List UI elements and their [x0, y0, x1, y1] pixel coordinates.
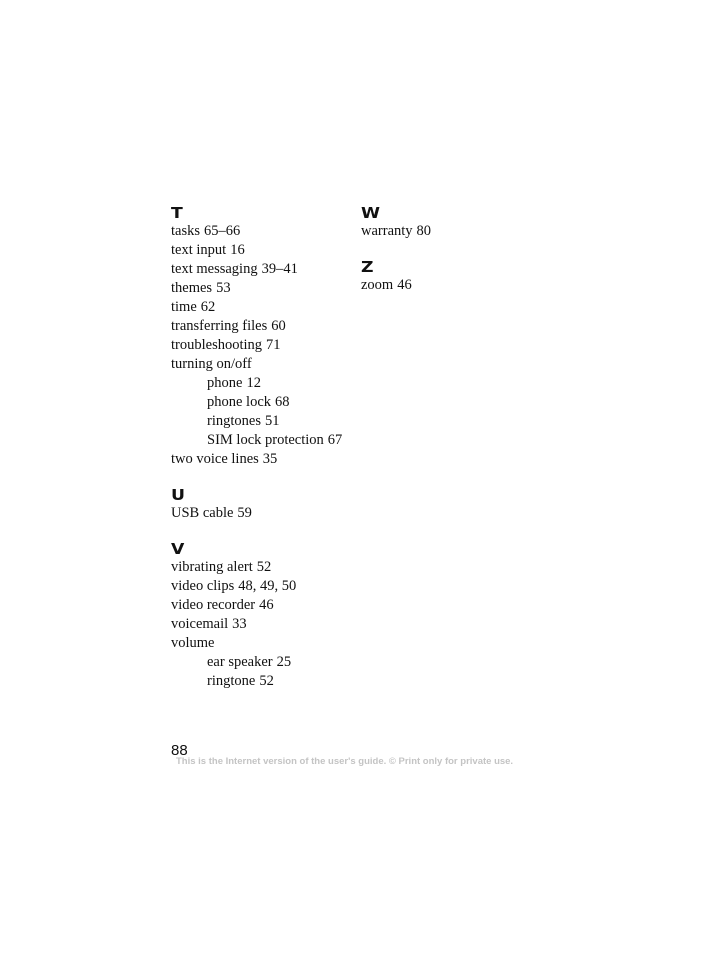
index-entry: [361, 276, 546, 295]
entry-term: turning on/off: [171, 356, 252, 372]
entry-term: ringtone: [207, 673, 256, 689]
index-subentry: [171, 412, 356, 431]
entry-term: voicemail: [171, 616, 229, 632]
entry-pages: 51: [264, 413, 280, 429]
entry-pages: 67: [327, 432, 343, 448]
index-section-u: [171, 487, 356, 523]
index-section-v: [171, 541, 356, 691]
index-entry: [171, 317, 356, 336]
entry-pages: 39–41: [261, 261, 298, 277]
entry-pages: 60: [271, 318, 286, 334]
entry-pages: 71: [266, 337, 281, 353]
index-entry: [171, 615, 356, 634]
entry-term: time: [171, 299, 197, 315]
entry-pages: 52: [256, 559, 272, 575]
section-letter: W: [361, 204, 381, 222]
index-entry: [171, 634, 356, 653]
entry-pages: 12: [246, 375, 261, 391]
index-column-left: [171, 205, 356, 709]
index-entry: [171, 241, 356, 260]
section-letter: U: [171, 486, 186, 504]
index-subentry: [171, 672, 356, 691]
index-section-w: [361, 205, 546, 241]
entry-term: USB cable: [171, 505, 234, 521]
entry-pages: 80: [416, 223, 432, 239]
entry-term: zoom: [361, 277, 394, 293]
entry-pages: 52: [259, 673, 274, 689]
index-entry: [171, 596, 356, 615]
index-entry: [171, 298, 356, 317]
entry-term: video recorder: [171, 597, 256, 613]
entry-term: two voice lines: [171, 451, 259, 467]
entry-pages: 65–66: [204, 223, 241, 239]
entry-term: themes: [171, 280, 213, 296]
section-letter: V: [171, 540, 185, 558]
entry-term: ringtones: [207, 413, 261, 429]
index-subentry: [171, 393, 356, 412]
entry-term: text messaging: [171, 261, 258, 277]
index-section-z: [361, 259, 546, 295]
index-entry: [171, 260, 356, 279]
index-entry: [171, 450, 356, 469]
index-entry: [171, 577, 356, 596]
index-entry: [171, 222, 356, 241]
index-subentry: [171, 431, 356, 450]
entry-pages: 59: [237, 505, 252, 521]
entry-term: warranty: [361, 223, 413, 239]
index-subentry: [171, 374, 356, 393]
section-letter: Z: [361, 258, 374, 276]
entry-pages: 25: [276, 654, 292, 670]
entry-term: phone lock: [207, 394, 272, 410]
index-column-right: [361, 205, 546, 313]
footer-note: This is the Internet version of the user's guide. © Print only for private use.: [176, 756, 514, 767]
index-section-t: [171, 205, 356, 469]
entry-term: SIM lock protection: [207, 432, 324, 448]
entry-term: transferring files: [171, 318, 268, 334]
entry-term: tasks: [171, 223, 200, 239]
entry-pages: 35: [262, 451, 278, 467]
entry-pages: 62: [200, 299, 216, 315]
entry-term: video clips: [171, 578, 235, 594]
entry-pages: 46: [259, 597, 274, 613]
entry-pages: 53: [216, 280, 231, 296]
index-subentry: [171, 653, 356, 672]
index-entry: [171, 355, 356, 374]
entry-pages: 46: [397, 277, 412, 293]
index-entry: [171, 558, 356, 577]
entry-pages: 48, 49, 50: [238, 578, 297, 594]
entry-term: troubleshooting: [171, 337, 263, 353]
index-entry: [171, 336, 356, 355]
index-entry: [361, 222, 546, 241]
entry-term: vibrating alert: [171, 559, 253, 575]
index-entry: [171, 279, 356, 298]
entry-pages: 68: [275, 394, 290, 410]
index-entry: [171, 504, 356, 523]
entry-term: volume: [171, 635, 215, 651]
page-number: 88: [171, 742, 188, 759]
section-letter: T: [171, 204, 183, 222]
entry-term: ear speaker: [207, 654, 273, 670]
entry-pages: 16: [230, 242, 245, 258]
entry-term: phone: [207, 375, 243, 391]
entry-term: text input: [171, 242, 227, 258]
entry-pages: 33: [232, 616, 247, 632]
